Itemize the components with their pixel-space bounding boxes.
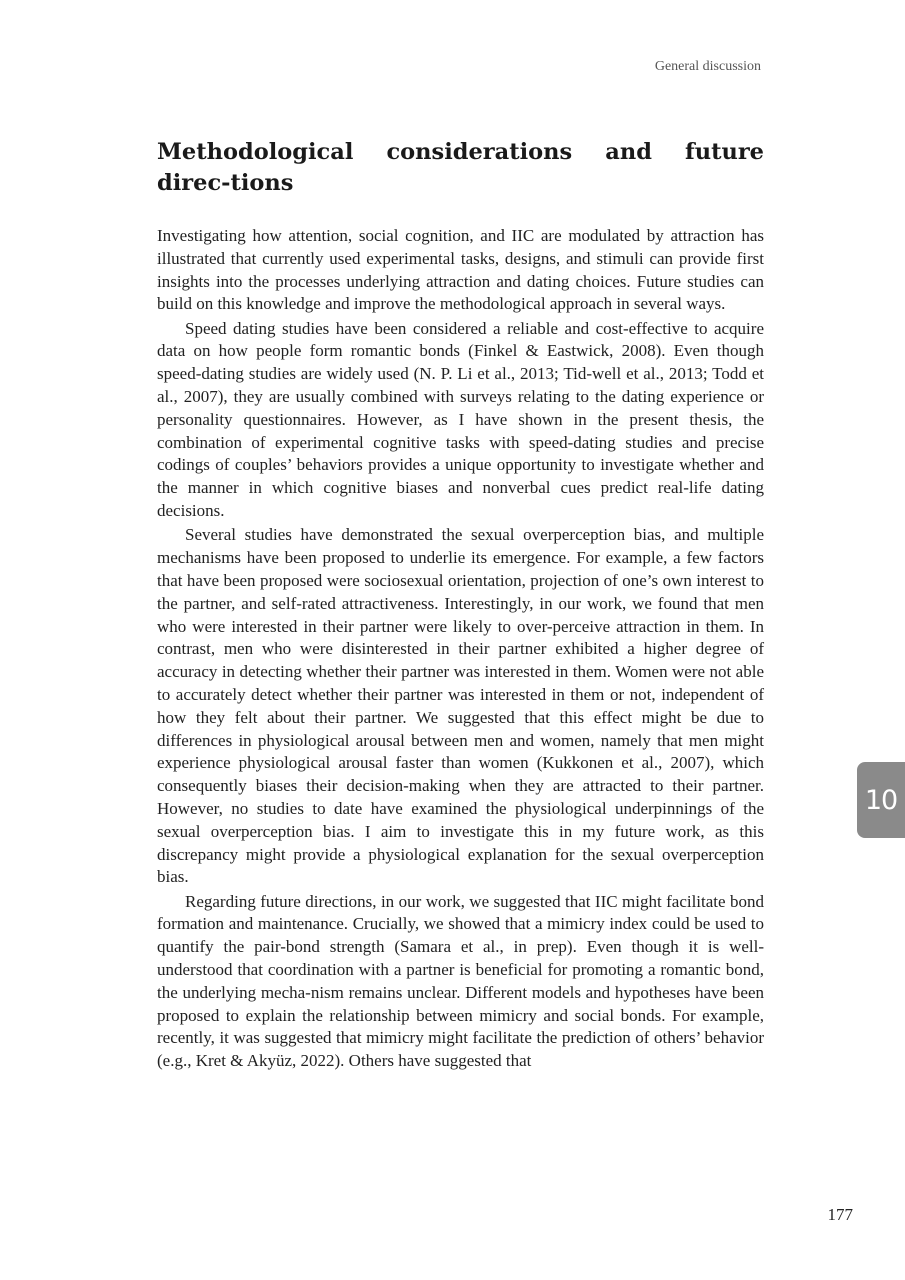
body-text [157, 225, 764, 1073]
running-header: General discussion [654, 59, 761, 74]
paragraph-2: Speed dating studies have been considered a reliable and cost-effective to acquire data on how people form romantic bonds (Finkel & Eastwick, 2008). Even though speed-dating studies are widely used (N. P. Li et al., 2013; Tid-well et al., 2013; Todd et al., 2007), they are usually combined with surveys relating to the dating experience or personality questionnaires. However, as I have shown in the present thesis, the combination of experimental cognitive tasks with speed-dating studies and precise codings of couples’ behaviors provides a unique opportunity to investigate whether and the manner in which cognitive biases and nonverbal cues predict real-life dating decisions. [157, 318, 764, 521]
section-title: Methodological considerations and future direc-tions [157, 139, 764, 196]
page-number: 177 [827, 1205, 853, 1224]
paragraph-1: Investigating how attention, social cognition, and IIC are modulated by attraction has illustrated that currently used experimental tasks, designs, and stimuli can provide first insights into the processes underlying attraction and dating choices. Future studies can build on this knowledge and improve the methodological approach in several ways. [157, 226, 764, 314]
paragraph-4: Regarding future directions, in our work, we suggested that IIC might facilitate bond formation and maintenance. Crucially, we showed that a mimicry index could be used to quantify the pair-bond strength (Samara et al., in prep). Even though it is well-understood that coordination with a partner is beneficial for promoting a romantic bond, the underlying mecha-nism remains unclear. Different models and hypotheses have been proposed to explain the relationship between mimicry and social bonds. For example, recently, it was suggested that mimicry might facilitate the prediction of others’ behavior (e.g., Kret & Akyüz, 2022). Others have suggested that [157, 891, 764, 1071]
paragraph-3: Several studies have demonstrated the sexual overperception bias, and multiple mechanisms have been proposed to underlie its emergence. For example, a few factors that have been proposed were sociosexual orientation, projection of one’s own interest to the partner, and self-rated attractiveness. Interestingly, in our work, we found that men who were interested in their partner were likely to over-perceive attraction in them. In contrast, men who were disinterested in their partner exhibited a higher degree of accuracy in detecting whether their partner was interested in them. Women were not able to accurately detect whether their partner was interested in them or not, independent of how they felt about their partner. We suggested that this effect might be due to differences in physiological arousal between men and women, namely that men might experience physiological arousal faster than women (Kukkonen et al., 2007), which consequently biases their decision-making when they are attracted to their partner. However, no studies to date have examined the physiological underpinnings of the sexual overperception bias. I aim to investigate this in my future work, as this discrepancy might provide a physiological explanation for the sexual overperception bias. [157, 525, 764, 887]
chapter-number: 10 [864, 784, 898, 816]
chapter-tab [857, 762, 905, 838]
